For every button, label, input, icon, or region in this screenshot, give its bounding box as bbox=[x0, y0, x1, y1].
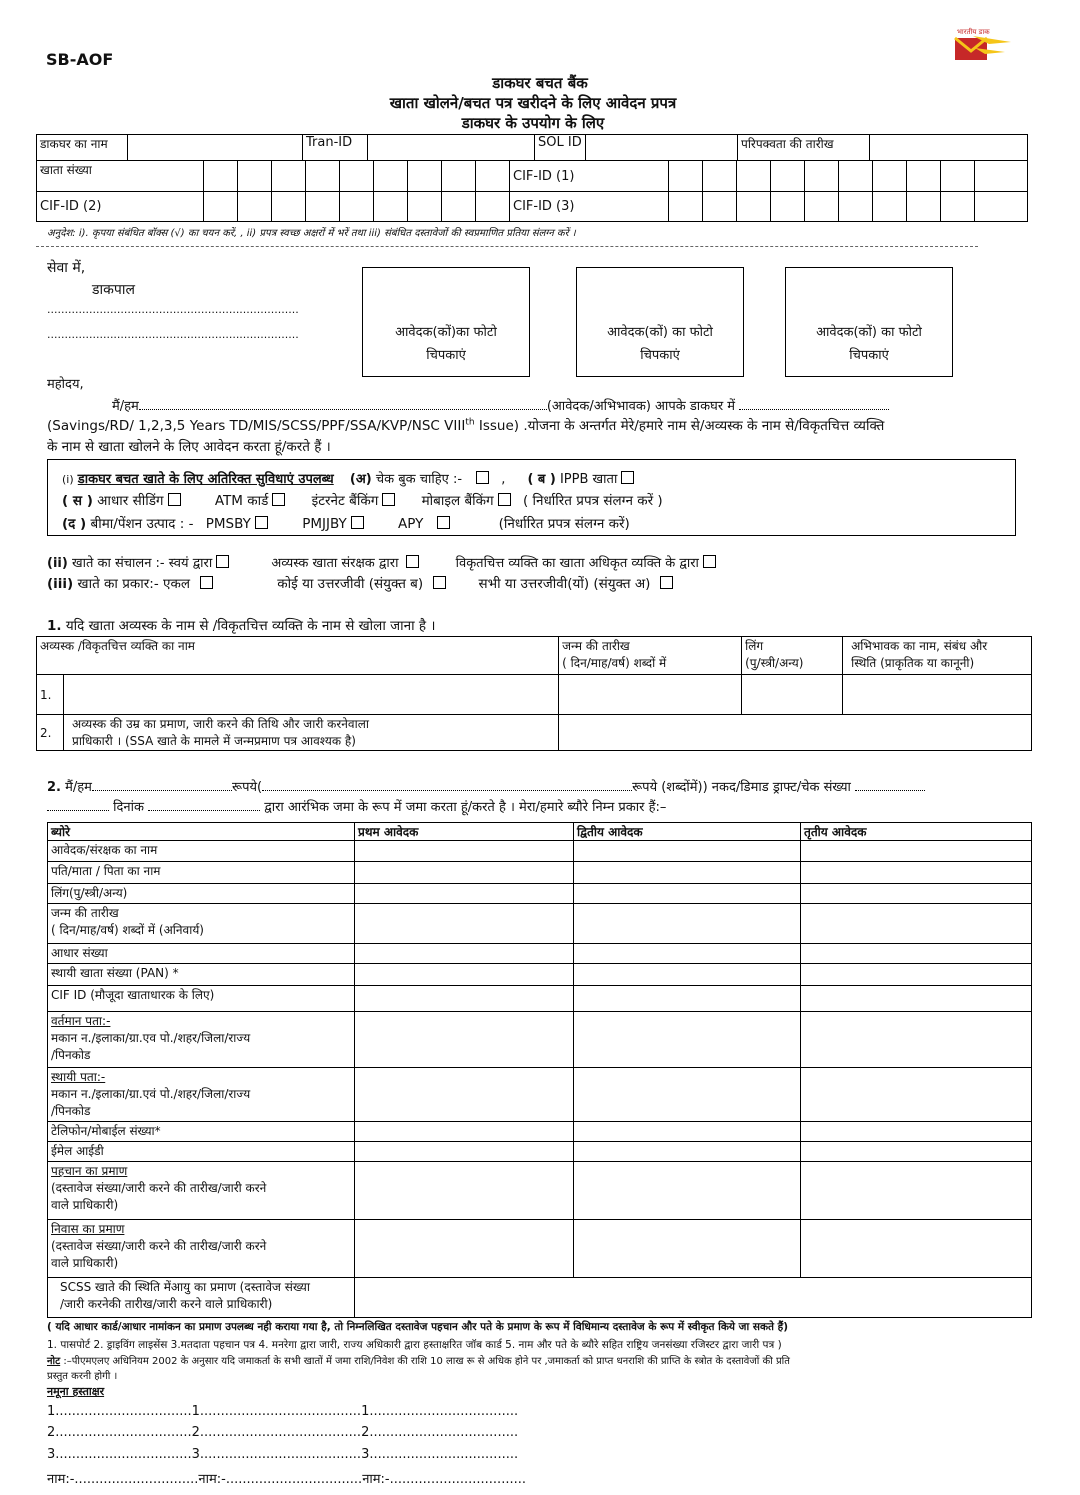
maturity-date-label: परिपक्वता की तारीख bbox=[738, 135, 870, 161]
aadhaar-seeding-label: आधार सीडिंग bbox=[97, 493, 164, 509]
operation-authorised-label: विकृतचित्त व्यक्ति का खाता अधिकृत व्यक्ति के द्वारा bbox=[455, 556, 699, 571]
details-field-second-applicant[interactable] bbox=[574, 944, 801, 964]
title-line-1: डाकघर बचत बैंक bbox=[492, 74, 588, 92]
form-note: ( निर्धारित प्रपत्र संलग्न करें ) bbox=[522, 493, 663, 509]
details-field-third-applicant[interactable] bbox=[801, 1162, 1032, 1220]
details-row bbox=[48, 904, 1032, 944]
joint-b-checkbox[interactable] bbox=[433, 576, 446, 589]
letter-issue: Issue) .योजना के अन्तर्गत मेरे/हमारे नाम से/अव्यस्क के नाम से/विकृतचित्त व्यक्ति bbox=[474, 418, 885, 434]
account-type-prefix: (iii) bbox=[47, 576, 74, 592]
tran-id-field[interactable] bbox=[368, 135, 535, 161]
signature-names-row[interactable]: नाम:-..............................नाम:-.................................नाम:-................................. bbox=[47, 1472, 526, 1487]
address-line-2[interactable]: ........................................................................ bbox=[47, 328, 299, 341]
details-row bbox=[48, 1122, 1032, 1142]
cif-digit-box[interactable] bbox=[975, 161, 1028, 192]
letter-applicant-prefix: मैं/हम bbox=[112, 399, 139, 414]
details-row-label bbox=[48, 1122, 355, 1142]
details-field-second-applicant[interactable] bbox=[574, 1068, 801, 1122]
details-row-label-line: मकान न./इलाका/ग्रा.एवं पो./शहर/जिला/राज्य bbox=[51, 1087, 251, 1101]
details-row bbox=[48, 1012, 1032, 1068]
photo-box-2-label: आवेदक(कों) का फोटो bbox=[607, 325, 713, 340]
cif3-digit-box[interactable] bbox=[907, 192, 941, 222]
deposit-statement: द्वारा आरंभिक जमा के रूप में जमा करता हूं/करते है । मेरा/हमारे ब्यौरे निम्न प्रकार हैं:– bbox=[264, 800, 667, 815]
apy-checkbox[interactable] bbox=[437, 516, 450, 529]
details-row bbox=[48, 1162, 1032, 1220]
minor-col-dob-sub: ( दिन/माह/वर्ष) शब्दों में bbox=[562, 656, 667, 670]
cheque-book-label: चेक बुक चाहिए :- bbox=[375, 472, 463, 487]
details-field-third-applicant[interactable] bbox=[801, 1012, 1032, 1068]
details-field-third-applicant[interactable] bbox=[801, 1142, 1032, 1162]
details-field-first-applicant[interactable] bbox=[355, 862, 574, 884]
minor-heading bbox=[47, 616, 436, 634]
details-field-first-applicant[interactable] bbox=[355, 841, 574, 862]
account-digit-box[interactable] bbox=[306, 161, 340, 192]
facilities-row-1 bbox=[62, 469, 634, 487]
deposit-date-label: दिनांक bbox=[113, 800, 144, 815]
details-field-second-applicant[interactable] bbox=[574, 1122, 801, 1142]
details-row-label bbox=[48, 884, 355, 904]
insurance-label: बीमा/पेंशन उत्पाद : - bbox=[90, 516, 194, 532]
facilities-heading: डाकघर बचत खाते के लिए अतिरिक्त सुविधाएं उपलब्ध bbox=[77, 472, 334, 487]
option-d-label: (द ) bbox=[62, 516, 87, 532]
details-field-third-applicant[interactable] bbox=[801, 862, 1032, 884]
minor-col-guardian-title: अभिभावक का नाम, संबंध और bbox=[851, 639, 988, 653]
cif3-digit-box[interactable] bbox=[873, 192, 907, 222]
pmjjby-checkbox[interactable] bbox=[351, 516, 364, 529]
india-post-logo bbox=[945, 26, 1015, 72]
cheque-number-field[interactable] bbox=[855, 790, 925, 791]
details-field-second-applicant[interactable] bbox=[574, 862, 801, 884]
minor-col-guardian-sub: स्थिति (प्राकृतिक या कानूनी) bbox=[851, 656, 975, 670]
cif2-digit-box[interactable] bbox=[476, 192, 510, 222]
divider bbox=[36, 246, 978, 247]
details-field-third-applicant[interactable] bbox=[801, 986, 1032, 1012]
details-field-first-applicant[interactable] bbox=[355, 884, 574, 904]
title-line-3: डाकघर के उपयोग के लिए bbox=[461, 114, 605, 132]
cif3-digit-box[interactable] bbox=[771, 192, 805, 222]
details-row-label bbox=[48, 904, 355, 944]
cif2-digit-box[interactable] bbox=[442, 192, 476, 222]
details-row-label-line: स्थायी पता:- bbox=[51, 1070, 106, 1084]
details-row-label bbox=[48, 944, 355, 964]
details-row-label-line: /पिनकोड bbox=[51, 1048, 91, 1062]
details-header-first-applicant: प्रथम आवेदक bbox=[355, 823, 574, 841]
deposit-name-field[interactable] bbox=[92, 790, 232, 791]
joint-a-checkbox[interactable] bbox=[660, 576, 673, 589]
form-code: SB-AOF bbox=[46, 50, 114, 69]
cif2-digit-box[interactable] bbox=[306, 192, 340, 222]
applicant-name-field[interactable] bbox=[139, 409, 547, 410]
minor-section-text: यदि खाता अव्यस्क के नाम से /विकृतचित्त व्यक्ति के नाम से खोला जाना है । bbox=[65, 618, 436, 634]
deposit-amount-words-field[interactable] bbox=[262, 790, 632, 791]
details-row-label-line: स्थायी खाता संख्या (PAN) * bbox=[51, 966, 179, 980]
account-digit-box[interactable] bbox=[340, 161, 374, 192]
details-row-label-line: वर्तमान पता:- bbox=[51, 1014, 111, 1028]
form-note-2: (निर्धारित प्रपत्र संलग्न करें) bbox=[498, 516, 630, 532]
details-row-label-line: /जारी करनेकी तारीख/जारी करने वाले प्राधिकारी) bbox=[60, 1297, 273, 1311]
letter-line-1 bbox=[112, 396, 889, 414]
cif2-digit-box[interactable] bbox=[374, 192, 408, 222]
signature-row-1[interactable]: 1.................................1.......................................1.................................... bbox=[47, 1404, 519, 1419]
operation-row bbox=[47, 553, 716, 571]
cif-id-2-label: CIF-ID (2) bbox=[37, 192, 204, 222]
office-use-grid bbox=[36, 134, 1028, 222]
operation-guardian-label: अव्यस्क खाता संरक्षक द्वारा bbox=[271, 556, 399, 571]
cif3-digit-box[interactable] bbox=[669, 192, 703, 222]
account-digit-box[interactable] bbox=[272, 161, 306, 192]
cif3-digit-box[interactable] bbox=[839, 192, 873, 222]
details-row bbox=[48, 1142, 1032, 1162]
cif3-digit-box[interactable] bbox=[975, 192, 1028, 222]
details-field-first-applicant[interactable] bbox=[355, 1122, 574, 1142]
details-row bbox=[48, 1068, 1032, 1122]
internet-banking-checkbox[interactable] bbox=[382, 493, 395, 506]
cif3-digit-box[interactable] bbox=[941, 192, 975, 222]
details-row bbox=[48, 944, 1032, 964]
details-field-first-applicant[interactable] bbox=[355, 1012, 574, 1068]
account-digit-box[interactable] bbox=[204, 161, 238, 192]
details-row-label-line: लिंग(पु/स्त्री/अन्य) bbox=[51, 886, 128, 900]
details-field-third-applicant[interactable] bbox=[801, 964, 1032, 986]
details-row-label bbox=[48, 1068, 355, 1122]
account-digit-box[interactable] bbox=[408, 161, 442, 192]
cif-digit-box[interactable] bbox=[805, 161, 839, 192]
operation-authorised-checkbox[interactable] bbox=[703, 555, 716, 568]
cif2-digit-box[interactable] bbox=[238, 192, 272, 222]
minor-age-proof-field[interactable] bbox=[559, 715, 1032, 751]
aadhaar-note: ( यदि आधार कार्ड/आधार नामांकन का प्रमाण उपलब्ध नही कराया गया है, तो निम्नलिखित दस्तावेज पहचान और पते के प्रमाण के रूप में विधिमान्य दस्तावेज के रूप में स्वीकृत किये जा सकते हैं) bbox=[47, 1321, 789, 1333]
operation-prefix: (ii) bbox=[47, 556, 68, 571]
details-row-label-line: (दस्तावेज संख्या/जारी करने की तारीख/जारी करने bbox=[51, 1181, 267, 1195]
pmsby-checkbox[interactable] bbox=[255, 516, 268, 529]
details-field-third-applicant[interactable] bbox=[801, 1122, 1032, 1142]
photo-box-1-paste: चिपकाएं bbox=[426, 348, 466, 363]
account-digit-box[interactable] bbox=[476, 161, 510, 192]
photo-box-3-paste: चिपकाएं bbox=[849, 348, 889, 363]
photo-box-1[interactable] bbox=[362, 267, 530, 377]
post-office-name-label: डाकघर का नाम bbox=[37, 135, 128, 161]
signature-row-3[interactable]: 3.................................3.......................................3.................................... bbox=[47, 1447, 519, 1462]
details-header-second-applicant: द्वितीय आवेदक bbox=[574, 823, 801, 841]
details-header-row bbox=[48, 823, 1032, 841]
specimen-signature-heading: नमूना हस्ताक्षर bbox=[47, 1385, 105, 1398]
details-field-second-applicant[interactable] bbox=[574, 964, 801, 986]
details-table bbox=[47, 822, 1032, 1318]
details-field-third-applicant[interactable] bbox=[801, 1068, 1032, 1122]
minor-col-dob bbox=[559, 637, 742, 675]
post-office-field[interactable] bbox=[739, 409, 889, 410]
details-field-second-applicant[interactable] bbox=[574, 904, 801, 944]
account-type-single-checkbox[interactable] bbox=[200, 576, 213, 589]
details-row-label-line: पहचान का प्रमाण bbox=[51, 1164, 128, 1178]
pmsby-label: PMSBY bbox=[205, 516, 251, 532]
details-row-label bbox=[48, 1162, 355, 1220]
details-row-label-line: /पिनकोड bbox=[51, 1104, 91, 1118]
tran-id-label: Tran-ID bbox=[303, 135, 368, 161]
details-row-label-line: आधार संख्या bbox=[51, 946, 108, 960]
minor-section-number: 1. bbox=[47, 618, 62, 634]
details-row-label bbox=[48, 964, 355, 986]
address-to: सेवा में, bbox=[47, 260, 86, 276]
account-digit-box[interactable] bbox=[238, 161, 272, 192]
details-row-label-line: ( दिन/माह/वर्ष) शब्दों में (अनिवार्य) bbox=[51, 923, 204, 937]
pmla-note bbox=[47, 1353, 790, 1367]
pmjjby-label: PMJJBY bbox=[302, 516, 347, 532]
photo-box-2[interactable] bbox=[576, 267, 744, 377]
cif-digit-box[interactable] bbox=[907, 161, 941, 192]
letter-th: th bbox=[465, 417, 475, 428]
cif3-digit-box[interactable] bbox=[737, 192, 771, 222]
details-row-label bbox=[48, 841, 355, 862]
photo-box-3-label: आवेदक(कों) का फोटो bbox=[816, 325, 922, 340]
details-row-label bbox=[48, 1142, 355, 1162]
cif3-digit-box[interactable] bbox=[805, 192, 839, 222]
atm-card-label: ATM कार्ड bbox=[214, 493, 269, 509]
minor-row-2-number: 2. bbox=[37, 715, 64, 751]
minor-age-proof-line-1: अव्यस्क की उम्र का प्रमाण, जारी करने की तिथि और जारी करनेवाला bbox=[72, 717, 369, 731]
details-field-first-applicant[interactable] bbox=[355, 944, 574, 964]
cheque-number-field-cont[interactable] bbox=[47, 810, 109, 811]
cif2-digit-box[interactable] bbox=[272, 192, 306, 222]
minor-age-proof-line-2: प्राधिकारी । (SSA खाते के मामले में जन्मप्रमाण पत्र आवश्यक है) bbox=[72, 734, 356, 748]
details-field-second-applicant[interactable] bbox=[574, 884, 801, 904]
details-field-first-applicant[interactable] bbox=[355, 986, 574, 1012]
account-number-label: खाता संख्या bbox=[37, 161, 204, 192]
account-type-single-label: खाते का प्रकार:- एकल bbox=[77, 576, 190, 592]
letter-schemes: (Savings/RD/ 1,2,3,5 Years TD/MIS/SCSS/PPF/SSA/KVP/NSC VIII bbox=[47, 418, 466, 434]
maturity-date-field[interactable] bbox=[870, 135, 1028, 161]
details-row-label-line: वाले प्राधिकारी) bbox=[51, 1198, 119, 1212]
sol-id-label: SOL ID bbox=[535, 135, 586, 161]
cif-digit-box[interactable] bbox=[737, 161, 771, 192]
post-office-name-field[interactable] bbox=[128, 135, 303, 161]
deposit-line-1 bbox=[47, 777, 925, 795]
account-digit-box[interactable] bbox=[442, 161, 476, 192]
account-type-row bbox=[47, 574, 673, 592]
cif2-digit-box[interactable] bbox=[408, 192, 442, 222]
cif-digit-box[interactable] bbox=[873, 161, 907, 192]
details-field-second-applicant[interactable] bbox=[574, 1142, 801, 1162]
letter-line-3: के नाम से खाता खोलने के लिए आवेदन करता हूं/करते हैं । bbox=[47, 439, 331, 455]
facilities-row-2 bbox=[62, 491, 663, 509]
title-line-2: खाता खोलने/बचत पत्र खरीदने के लिए आवेदन प्रपत्र bbox=[389, 94, 677, 112]
ippb-checkbox[interactable] bbox=[621, 471, 634, 484]
cif-id-1-label: CIF-ID (1) bbox=[510, 161, 669, 192]
details-row-label-line: मकान न./इलाका/ग्रा.एव पो./शहर/जिला/राज्य bbox=[51, 1031, 251, 1045]
sol-id-field[interactable] bbox=[586, 135, 738, 161]
minor-col-dob-title: जन्म की तारीख bbox=[562, 639, 630, 653]
deposit-mode-label: रूपये (शब्दोंमें)) नकद/डिमाड ड्राफ्ट/चेक संख्या bbox=[632, 780, 851, 795]
details-row bbox=[48, 964, 1032, 986]
details-field-second-applicant[interactable] bbox=[574, 1012, 801, 1068]
minor-dob-field[interactable] bbox=[559, 675, 742, 715]
details-field-third-applicant[interactable] bbox=[801, 904, 1032, 944]
pmla-note-2: प्रस्तुत करनी होगी । bbox=[47, 1371, 118, 1382]
atm-card-checkbox[interactable] bbox=[272, 493, 285, 506]
details-field-first-applicant[interactable] bbox=[355, 1220, 574, 1278]
minor-gender-field[interactable] bbox=[742, 675, 843, 715]
details-row-label-line: ईमेल आईडी bbox=[51, 1144, 104, 1158]
details-row bbox=[48, 1220, 1032, 1278]
minor-col-name: अव्यस्क /विकृतचित्त व्यक्ति का नाम bbox=[37, 637, 559, 675]
cif-digit-box[interactable] bbox=[941, 161, 975, 192]
option-b-label: ( ब ) bbox=[527, 472, 556, 487]
pmla-note-text: :–पीएमएलए अधिनियम 2002 के अनुसार यदि जमाकर्ता के सभी खातों में जमा राशि/निवेश की राशि 10 लाख रू से अधिक होने पर ,जमाकर्ता को प्राप्त धनराशि की प्राप्ति के स्त्रोत के दस्तावेजों की प्रति bbox=[60, 1356, 790, 1367]
details-field-third-applicant[interactable] bbox=[801, 841, 1032, 862]
joint-b-label: कोई या उत्तरजीवी (संयुक्त ब) bbox=[277, 576, 424, 592]
details-field-scss-age-proof[interactable] bbox=[355, 1278, 1032, 1318]
cif3-digit-box[interactable] bbox=[703, 192, 737, 222]
letter-line-2 bbox=[47, 416, 884, 434]
minor-age-proof-label bbox=[64, 715, 559, 751]
details-field-first-applicant[interactable] bbox=[355, 1142, 574, 1162]
photo-box-1-label: आवेदक(कों)का फोटो bbox=[395, 325, 497, 340]
minor-col-gender-sub: (पु/स्त्री/अन्य) bbox=[745, 656, 804, 670]
cif-digit-box[interactable] bbox=[669, 161, 703, 192]
details-field-second-applicant[interactable] bbox=[574, 986, 801, 1012]
facilities-prefix: (i) bbox=[62, 473, 74, 486]
details-row bbox=[48, 884, 1032, 904]
details-row bbox=[48, 841, 1032, 862]
minor-col-gender-title: लिंग bbox=[745, 639, 764, 653]
account-digit-box[interactable] bbox=[374, 161, 408, 192]
details-field-second-applicant[interactable] bbox=[574, 1162, 801, 1220]
operation-self-checkbox[interactable] bbox=[216, 555, 229, 568]
deposit-date-field[interactable] bbox=[148, 810, 260, 811]
address-line-1[interactable]: ........................................................................ bbox=[47, 303, 299, 316]
cif-digit-box[interactable] bbox=[703, 161, 737, 192]
pmla-note-label: नोट bbox=[47, 1356, 61, 1367]
operation-self-label: खाते का संचालन :- स्वयं द्वारा bbox=[71, 556, 213, 571]
deposit-section-number: 2. bbox=[47, 780, 61, 795]
details-header-third-applicant: तृतीय आवेदक bbox=[801, 823, 1032, 841]
minor-table bbox=[36, 636, 1032, 751]
signature-row-2[interactable]: 2.................................2.......................................2.................................... bbox=[47, 1425, 519, 1440]
deposit-prefix: मैं/हम bbox=[65, 780, 92, 795]
details-row-label bbox=[48, 862, 355, 884]
photo-box-3[interactable] bbox=[785, 267, 953, 377]
details-row bbox=[48, 1278, 1032, 1318]
minor-row-1-number: 1. bbox=[37, 675, 64, 715]
operation-guardian-checkbox[interactable] bbox=[406, 555, 419, 568]
mobile-banking-checkbox[interactable] bbox=[498, 493, 511, 506]
details-field-second-applicant[interactable] bbox=[574, 841, 801, 862]
mobile-banking-label: मोबाइल बैंकिंग bbox=[421, 493, 494, 509]
minor-col-gender bbox=[742, 637, 843, 675]
details-row-label-line: CIF ID (मौजूदा खाताधारक के लिए) bbox=[51, 988, 215, 1002]
cif-digit-box[interactable] bbox=[771, 161, 805, 192]
cif-id-3-label: CIF-ID (3) bbox=[510, 192, 669, 222]
minor-name-field[interactable] bbox=[64, 675, 559, 715]
apy-label: APY bbox=[398, 516, 424, 532]
salutation: महोदय, bbox=[47, 377, 84, 392]
address-postmaster: डाकपाल bbox=[92, 282, 135, 298]
details-row-label bbox=[48, 1012, 355, 1068]
details-row bbox=[48, 986, 1032, 1012]
details-header-particulars: ब्योरे bbox=[48, 823, 355, 841]
details-field-first-applicant[interactable] bbox=[355, 904, 574, 944]
details-field-third-applicant[interactable] bbox=[801, 1220, 1032, 1278]
internet-banking-label: इंटरनेट बैंकिंग bbox=[311, 493, 379, 509]
details-row-label-line: आवेदक/संरक्षक का नाम bbox=[51, 843, 158, 857]
deposit-rupees-label: रूपये( bbox=[231, 780, 263, 795]
facilities-row-3 bbox=[62, 514, 630, 532]
details-row-label-line: वाले प्राधिकारी) bbox=[51, 1256, 119, 1270]
details-row-label bbox=[48, 986, 355, 1012]
details-row-label-line: (दस्तावेज संख्या/जारी करने की तारीख/जारी करने bbox=[51, 1239, 267, 1253]
cif2-digit-box[interactable] bbox=[204, 192, 238, 222]
facilities-box bbox=[47, 459, 1016, 536]
details-field-third-applicant[interactable] bbox=[801, 944, 1032, 964]
cheque-book-checkbox[interactable] bbox=[476, 471, 489, 484]
minor-col-guardian bbox=[843, 637, 1032, 675]
details-row-label-line: जन्म की तारीख bbox=[51, 906, 119, 920]
instructions: अनुदेश: i). कृपया संबंधित बॉक्स (√) का चयन करें, , ii) प्रपत्र स्वच्छ अक्षरों में भरें तथा iii) संबंधित दस्तावेजों की स्वप्रमाणित प्रतिया संलग्न करें । bbox=[47, 228, 576, 239]
details-field-third-applicant[interactable] bbox=[801, 884, 1032, 904]
details-row-label-line: निवास का प्रमाण bbox=[51, 1222, 125, 1236]
comma: , bbox=[501, 472, 506, 487]
details-row-label bbox=[48, 1220, 355, 1278]
details-field-second-applicant[interactable] bbox=[574, 1220, 801, 1278]
details-row-label-line: टेलिफोन/मोबाईल संख्या* bbox=[51, 1124, 161, 1138]
letter-applicant-suffix: (आवेदक/अभिभावक) आपके डाकघर में bbox=[546, 399, 736, 414]
details-row-label-line: SCSS खाते की स्थिति मेंआयु का प्रमाण (दस्तावेज संख्या bbox=[60, 1280, 310, 1294]
details-row-label bbox=[48, 1278, 355, 1318]
details-row-label-line: पति/माता / पिता का नाम bbox=[51, 864, 161, 878]
details-field-first-applicant[interactable] bbox=[355, 964, 574, 986]
ippb-label: IPPB खाता bbox=[559, 472, 618, 487]
details-field-first-applicant[interactable] bbox=[355, 1068, 574, 1122]
photo-box-2-paste: चिपकाएं bbox=[640, 348, 680, 363]
option-c-label: ( स ) bbox=[62, 493, 93, 509]
minor-guardian-field[interactable] bbox=[843, 675, 1032, 715]
cif-digit-box[interactable] bbox=[839, 161, 873, 192]
details-field-first-applicant[interactable] bbox=[355, 1162, 574, 1220]
valid-documents: 1. पासपोर्ट 2. ड्राइविंग लाइसेंस 3.मतदाता पहचान पत्र 4. मनरेगा द्वारा जारी, राज्य अधिकारी द्वारा हस्ताक्षरित जॉब कार्ड 5. नाम और पते के ब्यौरे सहित राष्ट्रिय जनसंख्या रजिस्टर द्वारा जारी पत्र ) bbox=[47, 1339, 782, 1351]
details-row bbox=[48, 862, 1032, 884]
aadhaar-seeding-checkbox[interactable] bbox=[168, 493, 181, 506]
option-a-label: (अ) bbox=[349, 472, 372, 487]
cif2-digit-box[interactable] bbox=[340, 192, 374, 222]
logo-text: भारतीय डाक bbox=[957, 28, 990, 36]
deposit-line-2 bbox=[47, 797, 666, 815]
joint-a-label: सभी या उत्तरजीवी(यों) (संयुक्त अ) bbox=[478, 576, 651, 592]
